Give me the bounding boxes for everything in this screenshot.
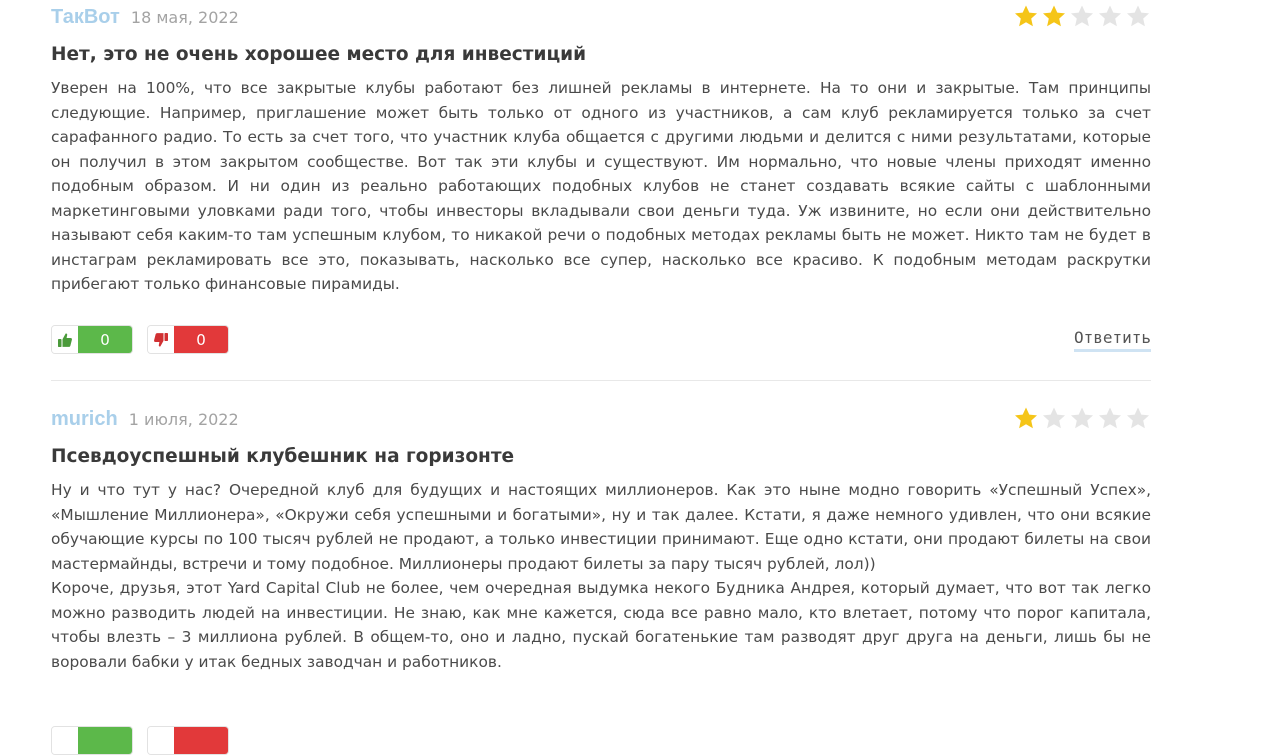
review-header [51,408,239,436]
thumbs-up-icon [52,727,78,754]
review-title: Псевдоуспешный клубешник на горизонте [51,446,515,467]
review-header [51,6,239,34]
dislike-count: 0 [174,326,228,353]
star-empty-icon [1069,4,1095,28]
dislike-count [174,727,228,754]
like-button[interactable] [51,325,133,354]
star-empty-icon [1041,406,1067,430]
review-date: 18 мая, 2022 [130,8,239,27]
review-paragraph: Уверен на 100%, что все закрытые клубы работают без лишней рекламы в интернете. На то они и закрытые. Там принципы следующие. Например, приглашение может быть только от одного из участников, а сам клуб рекламируется только за счет сарафанного радио. То есть за счет того, что участник клуба общается с другими людьми и делится с ними результатами, которые он получил в этом закрытом сообществе. Вот так эти клубы и существуют. Им нормально, что новые члены приходят именно подобным образом. И ни один из реально работающих подобных клубов не станет создавать всякие сайты с шаблонными маркетинговыми уловками ради того, чтобы инвесторы вкладывали свои деньги туда. Уж извините, но если они действительно называют себя каким-то там успешным клубом, то никакой речи о подобных методах рекламы быть не может. Никто там не будет в инстаграм рекламировать все это, показывать, насколько все супер, насколько все красиво. К подобным методам раскрутки прибегают только финансовые пирамиды. [51,79,1151,293]
thumbs-up-icon [52,326,78,353]
review-divider [51,380,1151,381]
review-title: Нет, это не очень хорошее место для инвестиций [51,44,587,65]
like-count [78,727,132,754]
star-filled-icon [1013,4,1039,28]
reply-link[interactable]: Ответить [1074,328,1151,352]
dislike-button[interactable] [147,726,229,755]
star-empty-icon [1097,4,1123,28]
star-filled-icon [1013,406,1039,430]
rating-stars [1013,406,1151,430]
star-empty-icon [1097,406,1123,430]
like-count: 0 [78,326,132,353]
review-paragraph: Ну и что тут у нас? Очередной клуб для будущих и настоящих миллионеров. Как это ныне модно говорить «Успешный Успех», «Мышление Миллионера», «Окружи себя успешными и богатыми», ну и так далее. Кстати, я даже немного удивлен, что они всякие обучающие курсы по 100 тысяч рублей не продают, а только инвестиции принимают. Еще одно кстати, они продают билеты на свои мастермайнды, встречи и тому подобное. Миллионеры продают билеты за пару тысяч рублей, лол)) [51,481,1151,573]
star-empty-icon [1125,406,1151,430]
review-date: 1 июля, 2022 [128,410,239,429]
review-author[interactable]: murich [51,408,118,430]
review-text [51,76,1151,297]
like-button[interactable] [51,726,133,755]
vote-buttons [51,325,229,354]
review-text [51,478,1151,674]
thumbs-down-icon [148,326,174,353]
star-filled-icon [1041,4,1067,28]
rating-stars [1013,4,1151,28]
thumbs-down-icon [148,727,174,754]
review-paragraph: Короче, друзья, этот Yard Capital Club не более, чем очередная выдумка некого Будника Андрея, который думает, что вот так легко можно разводить людей на инвестиции. Не знаю, как мне кажется, сюда все равно мало, кто влетает, потому что порог капитала, чтобы влезть – 3 миллиона рублей. В общем-то, оно и ладно, пускай богатенькие там разводят друг друга на деньги, лишь бы не воровали бабки у итак бедных заводчан и работников. [51,579,1151,671]
dislike-button[interactable] [147,325,229,354]
vote-buttons [51,726,229,755]
star-empty-icon [1069,406,1095,430]
star-empty-icon [1125,4,1151,28]
review-author[interactable]: ТакВот [51,6,120,28]
